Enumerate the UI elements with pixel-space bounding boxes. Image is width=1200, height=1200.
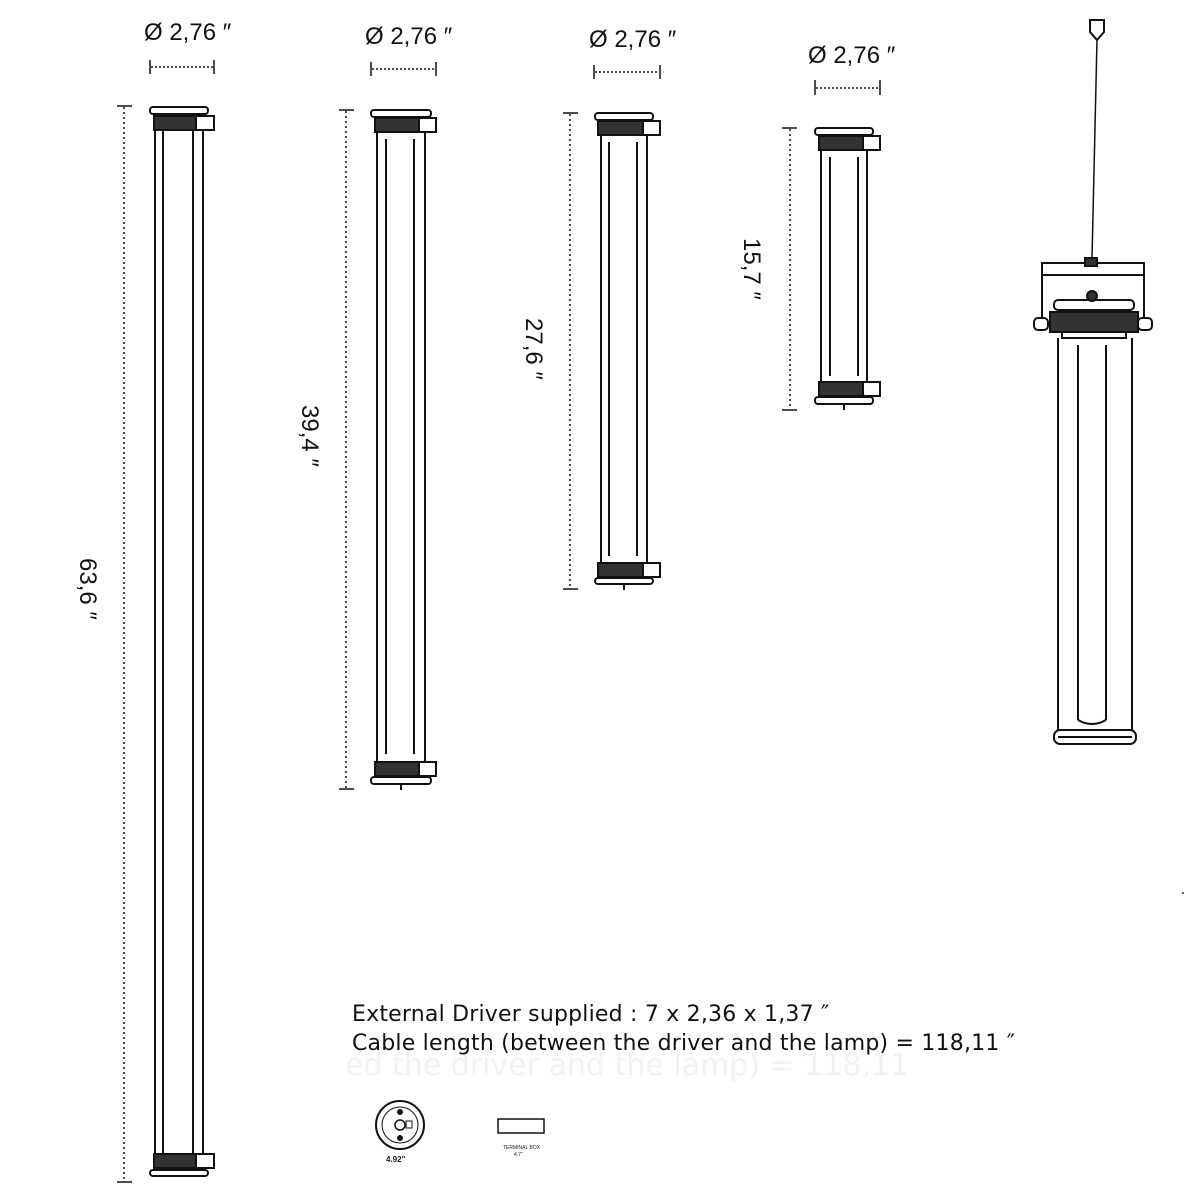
driver-note: External Driver supplied : 7 x 2,36 x 1,37 ″ xyxy=(352,1002,830,1027)
lamp-2-body xyxy=(371,110,436,790)
lamp-1-body xyxy=(150,107,214,1176)
lamp-4-length-line xyxy=(782,128,797,410)
lamp-2-length-line xyxy=(339,110,354,789)
terminal-box-icon xyxy=(498,1119,544,1133)
lamp-4-diameter-label: Ø 2,76 ″ xyxy=(808,42,896,69)
lamp-3-group xyxy=(520,26,677,590)
lamp-2-length-label: 39,4 ″ xyxy=(296,405,323,467)
cable-note: Cable length (between the driver and the lamp) = 118,11 ″ xyxy=(352,1031,1016,1056)
lamp-3-body xyxy=(595,113,660,590)
lamp-1-diameter-line xyxy=(150,60,214,74)
lamp-3-length-line xyxy=(563,113,578,589)
lamp-1-group xyxy=(74,19,232,1182)
lamp-4-body xyxy=(815,128,880,410)
canopy-icon xyxy=(376,1101,424,1149)
lamp-3-length-label: 27,6 ″ xyxy=(520,318,547,380)
lamp-3-diameter-label: Ø 2,76 ″ xyxy=(589,26,677,53)
terminal-box-size: 4.7" xyxy=(514,1152,523,1158)
lamp-1-length-label: 63,6 ″ xyxy=(74,558,101,620)
lamp-4-diameter-line xyxy=(815,80,880,95)
lamp-1-length-line xyxy=(117,106,132,1182)
ghost-text: ed the driver and the lamp) = 118,11 xyxy=(345,1048,910,1083)
lamp-3-diameter-line xyxy=(594,65,660,79)
lamp-4-length-label: 15,7 ″ xyxy=(738,238,765,300)
ceiling-hook xyxy=(1090,20,1104,40)
terminal-box-label: TERMINAL BOX xyxy=(503,1145,541,1151)
suspension-cable xyxy=(1092,40,1097,258)
lamp-4-group xyxy=(738,42,896,410)
lamp-2-diameter-line xyxy=(371,62,436,76)
lamp-2-diameter-label: Ø 2,76 ″ xyxy=(365,23,453,50)
lamp-1-diameter-label: Ø 2,76 ″ xyxy=(144,19,232,46)
canopy-size-label: 4.92" xyxy=(386,1155,406,1164)
lamp-2-group xyxy=(296,23,453,790)
pendant-lamp-group xyxy=(1034,20,1152,744)
